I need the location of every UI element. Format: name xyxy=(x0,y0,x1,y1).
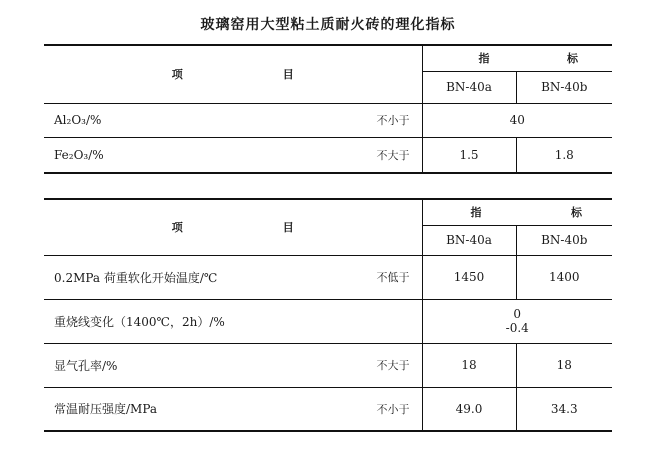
physical-properties-table xyxy=(44,198,612,432)
document-title: 玻璃窑用大型粘土质耐火砖的理化指标 xyxy=(200,17,456,33)
table-row xyxy=(44,255,612,299)
index-header-char: 指 xyxy=(478,52,490,66)
property-name: 常温耐压强度/MPa xyxy=(44,387,326,431)
grade-header-b: BN-40b xyxy=(516,225,612,255)
index-header-char: 标 xyxy=(567,52,578,66)
property-qualifier: 不小于 xyxy=(326,387,422,431)
item-header-char: 项 xyxy=(171,68,183,82)
value-a: 49.0 xyxy=(422,387,516,431)
item-header-char: 目 xyxy=(282,221,294,235)
grade-header-a: BN-40a xyxy=(422,225,516,255)
table-row xyxy=(44,137,612,173)
property-name: Fe₂O₃/% xyxy=(44,137,326,173)
value-b: 34.3 xyxy=(516,387,612,431)
item-header-char: 项 xyxy=(171,221,183,235)
table-row xyxy=(44,103,612,137)
property-name: 显气孔率/% xyxy=(44,343,326,387)
index-header-char: 标 xyxy=(571,206,582,220)
grade-header-a: BN-40a xyxy=(422,71,516,103)
property-name: Al₂O₃/% xyxy=(44,103,326,137)
table-row xyxy=(44,387,612,431)
grade-header-b: BN-40b xyxy=(516,71,612,103)
merged-value xyxy=(422,299,612,343)
index-header xyxy=(422,45,612,71)
table-row xyxy=(44,299,612,343)
value-a: 1.5 xyxy=(422,137,516,173)
item-header xyxy=(44,45,422,103)
property-qualifier: 不大于 xyxy=(326,137,422,173)
merged-value-line: -0.4 xyxy=(505,321,529,335)
merged-value-line: 0 xyxy=(513,307,522,321)
value-a: 1450 xyxy=(422,255,516,299)
table-row xyxy=(44,343,612,387)
property-qualifier: 不大于 xyxy=(326,343,422,387)
property-name: 0.2MPa 荷重软化开始温度/℃ xyxy=(44,255,326,299)
index-header-char: 指 xyxy=(470,206,482,220)
value-b: 1400 xyxy=(516,255,612,299)
item-header xyxy=(44,199,422,255)
item-header-char: 目 xyxy=(282,68,294,82)
composition-table xyxy=(44,44,612,174)
property-qualifier xyxy=(326,299,422,343)
value-a: 18 xyxy=(422,343,516,387)
value-b: 18 xyxy=(516,343,612,387)
property-qualifier: 不低于 xyxy=(326,255,422,299)
value-b: 1.8 xyxy=(516,137,612,173)
property-name: 重烧线变化（1400℃，2h）/% xyxy=(44,299,326,343)
property-qualifier: 不小于 xyxy=(326,103,422,137)
merged-value: 40 xyxy=(422,103,612,137)
index-header xyxy=(422,199,612,225)
